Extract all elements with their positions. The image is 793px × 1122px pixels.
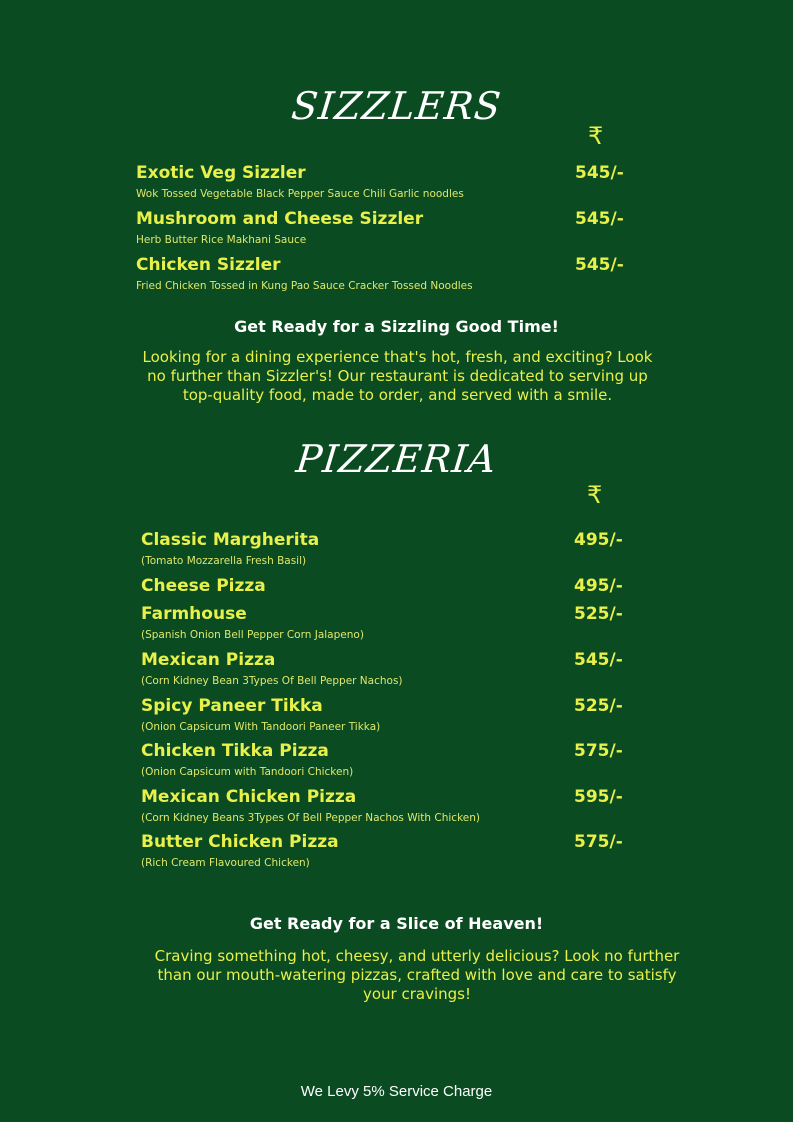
item-price: 575/-: [574, 832, 623, 852]
pizzeria-rupee-icon: ₹: [587, 481, 603, 509]
item-name: Classic Margherita: [141, 530, 320, 550]
item-name: Chicken Sizzler: [136, 255, 281, 275]
menu-item: [141, 832, 641, 870]
item-name: Farmhouse: [141, 604, 247, 624]
sizzlers-blurb: Looking for a dining experience that's hot, fresh, and exciting? Look no further than Sizzler's! Our restaurant is dedicated to serving up top-quality food, made to order, and served with a smile.: [142, 348, 653, 404]
item-description: Wok Tossed Vegetable Black Pepper Sauce Chili Garlic noodles: [136, 188, 464, 200]
item-price: 545/-: [575, 163, 624, 183]
item-price: 545/-: [575, 209, 624, 229]
menu-item: [141, 741, 641, 779]
menu-item: [136, 255, 636, 293]
item-name: Mushroom and Cheese Sizzler: [136, 209, 424, 229]
sizzlers-rupee-icon: ₹: [588, 122, 604, 150]
item-description: (Corn Kidney Beans 3Types Of Bell Pepper Nachos With Chicken): [141, 812, 480, 824]
item-name: Butter Chicken Pizza: [141, 832, 339, 852]
item-name: Cheese Pizza: [141, 576, 266, 596]
item-description: (Corn Kidney Bean 3Types Of Bell Pepper Nachos): [141, 675, 403, 687]
menu-item: [141, 650, 641, 688]
item-description: (Rich Cream Flavoured Chicken): [141, 857, 310, 869]
item-description: Herb Butter Rice Makhani Sauce: [136, 234, 307, 246]
menu-item: [141, 604, 641, 642]
item-price: 545/-: [575, 255, 624, 275]
menu-item: [141, 576, 641, 596]
pizzeria-blurb: Craving something hot, cheesy, and utterly delicious? Look no further than our mouth-watering pizzas, crafted with love and care to satisfy your cravings!: [154, 947, 680, 1003]
item-description: Fried Chicken Tossed in Kung Pao Sauce Cracker Tossed Noodles: [136, 280, 473, 292]
sizzlers-tagline: Get Ready for a Sizzling Good Time!: [234, 317, 559, 336]
menu-item: [136, 209, 636, 247]
pizzeria-title: PIZZERIA: [294, 437, 499, 481]
item-name: Mexican Pizza: [141, 650, 276, 670]
item-description: (Spanish Onion Bell Pepper Corn Jalapeno): [141, 629, 364, 641]
item-price: 545/-: [574, 650, 623, 670]
item-price: 575/-: [574, 741, 623, 761]
pizzeria-tagline: Get Ready for a Slice of Heaven!: [249, 914, 544, 933]
item-price: 595/-: [574, 787, 623, 807]
menu-item: [141, 530, 641, 568]
menu-item: [136, 163, 636, 201]
item-description: (Onion Capsicum with Tandoori Chicken): [141, 766, 354, 778]
item-name: Chicken Tikka Pizza: [141, 741, 329, 761]
item-price: 495/-: [574, 576, 623, 596]
menu-item: [141, 696, 641, 734]
item-name: Mexican Chicken Pizza: [141, 787, 357, 807]
item-description: (Onion Capsicum With Tandoori Paneer Tikka): [141, 721, 381, 733]
item-description: (Tomato Mozzarella Fresh Basil): [141, 555, 307, 567]
item-price: 525/-: [574, 696, 623, 716]
service-charge-note: We Levy 5% Service Charge: [300, 1083, 493, 1100]
sizzlers-title: SIZZLERS: [289, 84, 504, 128]
menu-item: [141, 787, 641, 825]
item-price: 525/-: [574, 604, 623, 624]
item-name: Spicy Paneer Tikka: [141, 696, 323, 716]
item-price: 495/-: [574, 530, 623, 550]
item-name: Exotic Veg Sizzler: [136, 163, 306, 183]
